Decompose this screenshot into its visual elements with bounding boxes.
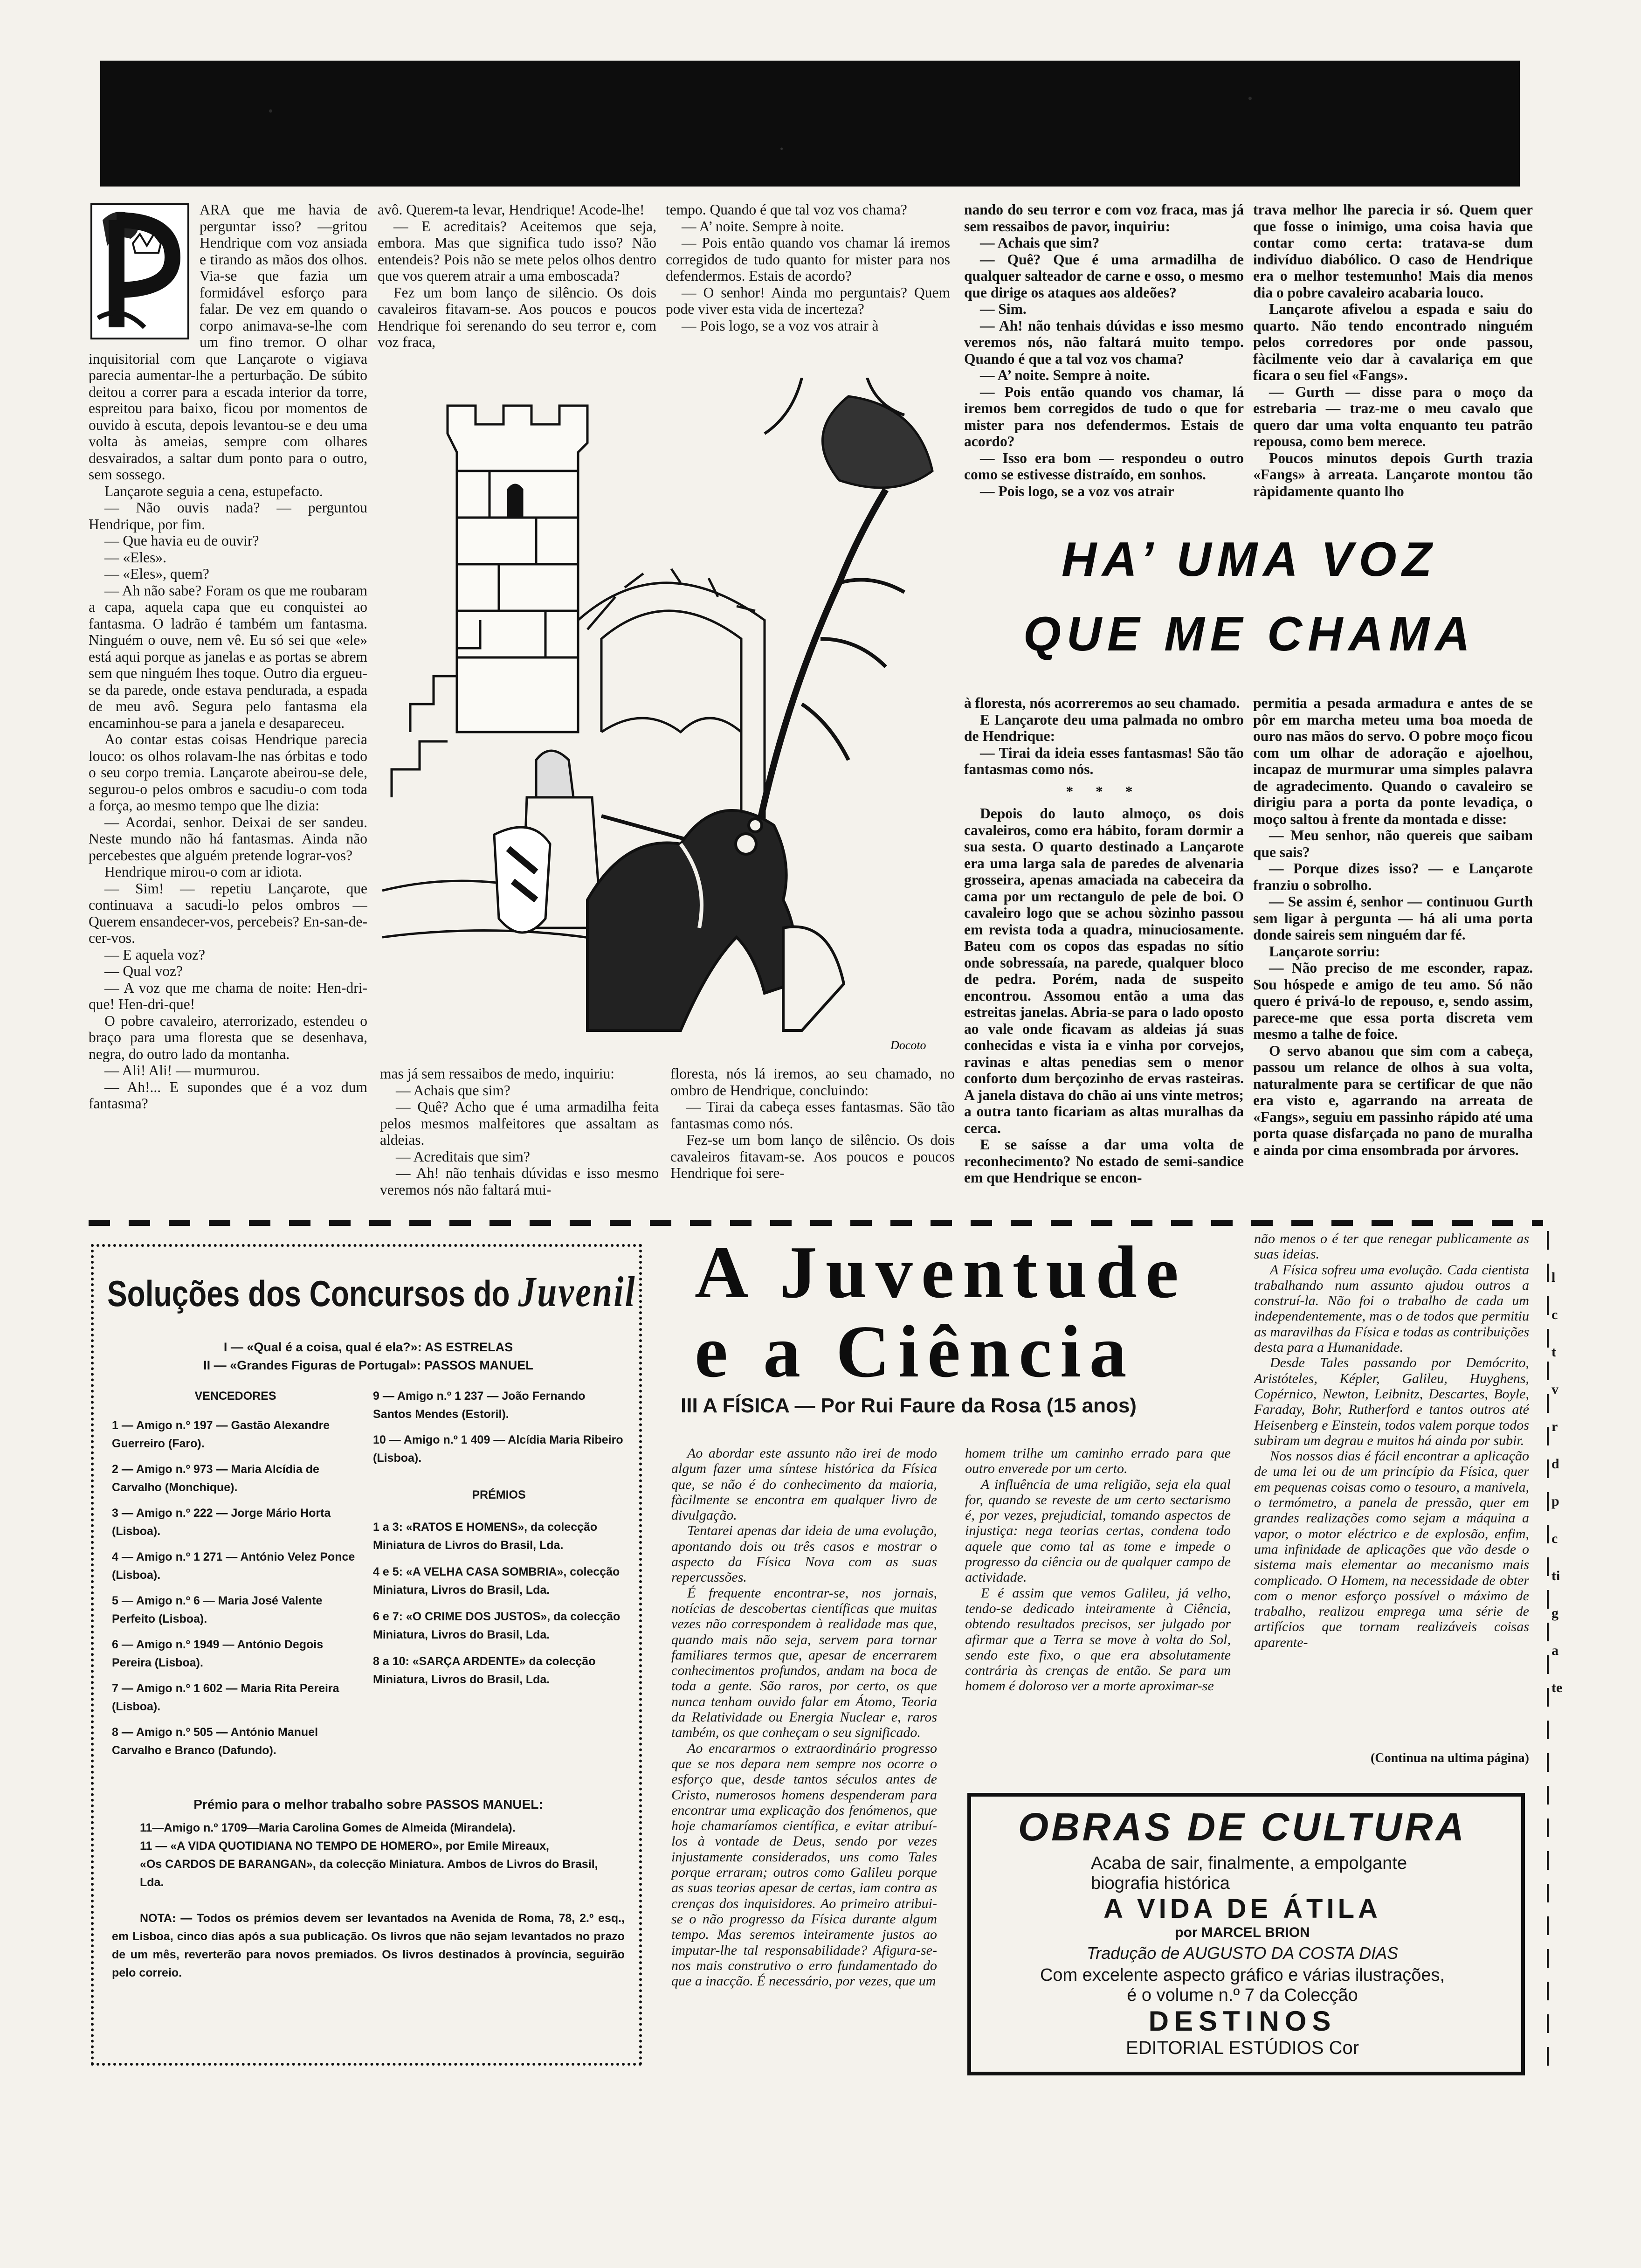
- story-paragraph: O servo abanou que sim com a cabeça, passou um relance de olhos à sua volta, naturalmente para se certificar de que não era visto e, agarrando na arreata de «Fangs», seguiu em passinho rápido até uma porta quase disfarçada no pano de muralha e ainda por cima ensombrada por árvores.: [1253, 1042, 1533, 1158]
- prize-entry: 8 a 10: «SARÇA ARDENTE» da colecção Miniatura, Livros do Brasil, Lda.: [373, 1655, 596, 1686]
- castle-knight-illustration: [382, 378, 956, 1058]
- ciencia-column-2: [965, 1445, 1231, 1786]
- story-column-2-top: [378, 201, 656, 374]
- vencedores-right-column: [373, 1387, 625, 1689]
- story-paragraph: — Se assim é, senhor — continuou Gurth sem ligar à pergunta — há ali uma porta donde saireis sem ninguém dar fé.: [1253, 893, 1533, 943]
- nota: [112, 1909, 625, 1982]
- ciencia-paragraph: Ao encararmos o extraordinário progresso que se nos depara nem sempre nos ocorre o esforço que, desde tantos séculos antes de Cristo, numerosos homens despenderam para encontrar uma explicação dos fenómenos, que hoje chamaríamos científica, e evitar atribuí-los à vontade de Deus, sendo por vezes injustamente considerados, uns como Tales porque erraram; outros como Galileu porque as suas teorias apesar de certas, iam contra as crenças dos inquisidores. Ao primeiro atribui-se o não progresso da Física durante algum tempo. Mas seremos inteiramente justos ao imputar-lhe tal responsabilidade? Afigura-se-nos mais construtivo o erro fundamentado do que a inacção. É necessário, por vezes, que um: [671, 1740, 937, 1989]
- ciencia-subtitle: III A FÍSICA — Por Rui Faure da Rosa (15 anos): [681, 1394, 1137, 1417]
- story-paragraph: nando do seu terror e com voz fraca, mas já sem ressaibos de pavor, inquiriu:: [964, 201, 1244, 235]
- ciencia-column-1: [671, 1445, 937, 2077]
- story-paragraph: — Pois logo, se a voz vos atrair: [980, 483, 1174, 499]
- right-column-rule: [1547, 1231, 1549, 2070]
- publisher-name: EDITORIAL ESTÚDIOS Cor: [1125, 2038, 1359, 2058]
- story-paragraph: — A’ noite. Sempre à noite.: [980, 367, 1150, 383]
- story-paragraph: à floresta, nós acorreremos ao seu chamado.: [964, 695, 1240, 711]
- story-paragraph: ARA que me havia de perguntar isso? —gritou Hendrique com voz ansiada e tirando as mãos dos olhos. Via-se que fazia um formidável esforço para falar. De vez em quando o corpo animava-se-lhe com um fino tremor. O olhar inquisitorial com que Lançarote o vigiava parecia aumentar-lhe a perturbação. De súbito deitou a correr para a escada interior da torre, espreitou para baixo, ficou por momentos de ouvido à escuta, depois levantou-se e deu uma volta às ameias, sempre com olhares desvairados, a saltar dum ponto para o outro, sem sossego.: [89, 201, 367, 483]
- obras-line-1: Acaba de sair, finalmente, a empolgante: [1091, 1853, 1407, 1873]
- ciencia-paragraph: não menos o é ter que renegar publicamente as suas ideias.: [1254, 1231, 1529, 1262]
- book-author: por MARCEL BRION: [1175, 1925, 1310, 1940]
- obras-line-2: biografia histórica: [1091, 1874, 1230, 1893]
- best-work-title: Prémio para o melhor trabalho sobre PASSOS MANUEL:: [193, 1797, 543, 1812]
- story-paragraph: — Acreditais que sim?: [396, 1148, 530, 1165]
- story-paragraph: — Tirai da cabeça esses fantasmas. São tão fantasmas como nós.: [670, 1099, 955, 1132]
- winner-entry: 10 — Amigo n.º 1 409 — Alcídia Maria Ribeiro (Lisboa).: [373, 1433, 623, 1465]
- story-column-5-top: [1253, 201, 1533, 512]
- book-title: A VIDA DE ÁTILA: [1103, 1894, 1381, 1924]
- ciencia-paragraph: É frequente encontrar-se, nos jornais, notícias de descobertas científicas que muitas vezes não correspondem à realidade mas que, quando mais não seja, servem para tornar familiares termos que, apesar de encerrarem conhecimentos profundos, andam na boca de toda a gente. São raros, por certo, os que nunca tenham ouvido falar em Átomo, Teoria da Relatividade ou Energia Nuclear e, raros também, os que conheçam o seu significado.: [671, 1585, 937, 1741]
- story-paragraph: — Quê? Acho que é uma armadilha feita pelos mesmos malfeitores que assaltam as aldeias.: [380, 1099, 659, 1148]
- best-work-entry: «Os CARDOS DE BARANGAN», da colecção Miniatura. Ambos de Livros do Brasil, Lda.: [140, 1858, 598, 1889]
- juvenil-title-text: Juvenil: [518, 1268, 636, 1315]
- story-column-3-top: [666, 201, 950, 374]
- story-column-5-bottom: [1253, 695, 1533, 1215]
- story-paragraph: Lançarote afivelou a espada e saiu do quarto. Não tendo encontrado ninguém pelos corredores por onde passou, fàcilmente veio dar à cavalariça em que ficara o seu fiel «Fangs».: [1253, 301, 1533, 383]
- story-paragraph: Hendrique mirou-o com ar idiota.: [104, 864, 303, 880]
- story-paragraph: — Pois logo, se a voz vos atrair à: [682, 317, 879, 334]
- ciencia-paragraph: homem trilhe um caminho errado para que outro enverede por um certo.: [965, 1445, 1231, 1477]
- story-paragraph: — A voz que me chama de noite: Hen-dri-que! Hen-dri-que!: [89, 979, 367, 1012]
- story-column-4-top: [964, 201, 1244, 512]
- story-paragraph: — «Eles».: [104, 549, 166, 566]
- premios-title: PRÉMIOS: [472, 1488, 526, 1501]
- story-paragraph: — Sim! — repetiu Lançarote, que continuava a sacudi-lo pelos ombros — Querem ensandecer-vos, percebeis? En-san-de-cer-vos.: [89, 880, 367, 946]
- ciencia-paragraph: A influência de uma religião, seja ela qual for, quando se reveste de um certo sectarismo é, por vezes, prejudicial, tomando aspectos de injustiça: nega teorias certas, condena todo aquele que como tal as tome e impede o progresso da ciência ou de qualquer campo de actividade.: [965, 1476, 1231, 1585]
- ciencia-column-3: [1254, 1231, 1529, 1753]
- prize-entry: 6 e 7: «O CRIME DOS JUSTOS», da colecção Miniatura, Livros do Brasil, Lda.: [373, 1610, 621, 1641]
- story-paragraph: E se saísse a dar uma volta de reconhecimento? No estado de semi-sandice em que Hendrique se encon-: [964, 1136, 1244, 1186]
- story-paragraph: Ao contar estas coisas Hendrique parecia louco: os olhos rolavam-lhe nas órbitas e todo o seu corpo tremia. Lançarote abeirou-se dele, segurou-o pelos ombros e sacudiu-o com toda a força, ao mesmo tempo que lhe dizia:: [89, 731, 367, 814]
- collection-name: DESTINOS: [1148, 2005, 1337, 2037]
- story-paragraph: Depois do lauto almoço, os dois cavaleiros, como era hábito, foram dormir a sua sesta. O quarto destinado a Lançarote era uma larga sala de paredes de alvenaria grosseira, apenas amaciada na cabeceira da cama por um rectangulo de pele de boi. O cavaleiro logo que se achou sòzinho passou em revista toda a quadra, minuciosamente. Bateu com os copos das espadas no sítio onde sobressaía, na parede, qualquer bloco de pedra. Porém, nada de suspeito encontrou. Assomou então a uma das estreitas janelas. Abria-se para o lado oposto ao vale onde ficavam as aldeias já suas conhecidas e vista ia e vinha por corvejos, ravinas e altas penedias sem o menor conforto dum berçozinho de ervas rasteiras. A janela distava do chão ai uns vinte metros; a outra tanto ficariam as altas muralhas da cerca.: [964, 805, 1244, 1136]
- story-headline-line-1: HA’ UMA VOZ: [1061, 532, 1438, 587]
- ciencia-paragraph: Ao abordar este assunto não irei de modo algum fazer uma síntese histórica da Física que, se não é do conhecimento da maioria, fàcilmente se encontra em qualquer livro de divulgação.: [671, 1445, 937, 1523]
- story-paragraph: Fez-se um bom lanço de silêncio. Os dois cavaleiros fitavam-se. Aos poucos e poucos Hendrique foi sere-: [670, 1132, 955, 1181]
- ciencia-paragraph: Nos nossos dias é fácil encontrar a aplicação de uma lei ou de um princípio da Física, quer em pequenas coisas como o tesouro, a manivela, o termómetro, a panela de pressão, quer em grandes realizações como sejam a máquina a vapor, o motor eléctrico e de explosão, enfim, uma infinidade de aplicações que vão desde o sistema mais elementar ao mecanismo mais complicado. O Homem, na necessidade de obter com o menor esforço possível o máximo de trabalho, realizou emprega uma série de artifícios que tornam realizáveis coisas aparente-: [1254, 1448, 1529, 1650]
- drop-cap-p-icon: [89, 201, 191, 341]
- winner-entry: 5 — Amigo n.º 6 — Maria José Valente Perfeito (Lisboa).: [112, 1594, 323, 1625]
- story-paragraph: — Ali! Ali! — murmurou.: [104, 1062, 260, 1079]
- section-separator: * * *: [1066, 783, 1142, 800]
- continua-note: (Continua na ultima página): [1371, 1751, 1529, 1765]
- header-banner: [100, 61, 1520, 187]
- story-paragraph: — Ah não sabe? Foram os que me roubaram a capa, aquela capa que eu conquistei ao fantasma. O ladrão é também um fantasma. Ninguém o ouve, nem vê. Eu só sei que «ele» está aqui porque as janelas e as portas se abrem sem que ninguém lhes toque. Outro dia ergueu-se da parede, onde estava pendurada, a espada de meu avô. Segura pelo fantasma ela encaminhou-se para a janela e desapareceu.: [89, 582, 367, 731]
- story-paragraph: — Achais que sim?: [980, 235, 1100, 251]
- story-paragraph: — Qual voz?: [104, 963, 183, 979]
- story-paragraph: — Ah! não tenhais dúvidas e isso mesmo veremos nós, não faltará muito tempo. Quando é que a tal voz vos chama?: [964, 317, 1244, 367]
- solucoes-title-text: Soluções dos Concursos do: [107, 1273, 510, 1314]
- book-description-1: Com excelente aspecto gráfico e várias ilustrações,: [1040, 1965, 1445, 1985]
- winner-entry: 9 — Amigo n.º 1 237 — João Fernando Santos Mendes (Estoril).: [373, 1390, 586, 1421]
- margin-fragment: t: [1551, 1344, 1556, 1360]
- story-paragraph: — Acordai, senhor. Deixai de ser sandeu. Neste mundo não há fantasmas. Ainda não percebestes que alguém pretende lograr-vos?: [89, 814, 367, 864]
- ciencia-title-line-1: A Juventude: [695, 1231, 1187, 1314]
- story-paragraph: — Não ouvis nada? — perguntou Hendrique, por fim.: [89, 499, 367, 532]
- story-paragraph: — Porque dizes isso? — e Lançarote franziu o sobrolho.: [1253, 860, 1533, 893]
- obras-title: OBRAS DE CULTURA: [1018, 1805, 1467, 1849]
- story-paragraph: — Tirai da ideia esses fantasmas! São tão fantasmas como nós.: [964, 744, 1244, 777]
- story-paragraph: — Não preciso de me esconder, rapaz. Sou hóspede e amigo de teu amo. Só não quero é privá-lo de repouso, e, sendo assim, parece-me que essa porta discreta vem mesmo a talhe de foice.: [1253, 960, 1533, 1042]
- story-paragraph: Poucos minutos depois Gurth trazia «Fangs» à arreata. Lançarote montou tão ràpidamente quanto lho: [1253, 449, 1533, 499]
- winner-entry: 7 — Amigo n.º 1 602 — Maria Rita Pereira (Lisboa).: [112, 1682, 339, 1713]
- margin-fragment: p: [1551, 1494, 1559, 1509]
- story-paragraph: — A’ noite. Sempre à noite.: [682, 218, 844, 235]
- margin-fragment: a: [1551, 1643, 1558, 1658]
- story-paragraph: — Que havia eu de ouvir?: [104, 532, 259, 549]
- story-paragraph: — E acreditais? Aceitemos que seja, embora. Mas que significa tudo isso? Não entendeis? Pois não se mete pelos olhos dentro que vos querem atrair a uma emboscada?: [378, 218, 656, 284]
- winner-entry: 8 — Amigo n.º 505 — António Manuel Carvalho e Branco (Dafundo).: [112, 1726, 318, 1757]
- story-paragraph: — Gurth — disse para o moço da estrebaria — traz-me o meu cavalo que quero dar uma volta enquanto teu patrão repousa, como bem merece.: [1253, 383, 1533, 449]
- story-paragraph: Fez um bom lanço de silêncio. Os dois cavaleiros fitavam-se. Aos poucos e poucos Hendrique foi serenando do seu terror e, com voz fraca,: [378, 284, 656, 350]
- story-paragraph: tempo. Quando é que tal voz vos chama?: [666, 201, 907, 218]
- story-paragraph: trava melhor lhe parecia ir só. Quem quer que fosse o inimigo, uma coisa havia que contar como certa: tratava-se dum indivíduo diabólico. O caso de Hendrique era o melhor testemunho! Mais dia menos dia o pobre cavaleiro acabaria louco.: [1253, 201, 1533, 301]
- winner-entry: 2 — Amigo n.º 973 — Maria Alcídia de Carvalho (Monchique).: [112, 1463, 319, 1494]
- winner-entry: 1 — Amigo n.º 197 — Gastão Alexandre Guerreiro (Faro).: [112, 1419, 330, 1450]
- margin-fragment: d: [1551, 1456, 1559, 1472]
- prize-entry: 4 e 5: «A VELHA CASA SOMBRIA», colecção Miniatura, Livros do Brasil, Lda.: [373, 1565, 620, 1597]
- story-column-4-bottom: [964, 695, 1244, 1215]
- story-paragraph: E Lançarote deu uma palmada no ombro de Hendrique:: [964, 711, 1244, 744]
- best-work-entry: 11—Amigo n.º 1709—Maria Carolina Gomes de Almeida (Mirandela).: [140, 1821, 516, 1834]
- story-paragraph: floresta, nós lá iremos, ao seu chamado, no ombro de Hendrique, concluindo:: [670, 1065, 955, 1099]
- margin-fragment: ti: [1551, 1568, 1560, 1583]
- vencedores-title: VENCEDORES: [194, 1390, 276, 1403]
- story-paragraph: — «Eles», quem?: [104, 566, 209, 582]
- story-paragraph: — Achais que sim?: [396, 1082, 510, 1099]
- story-paragraph: Lançarote seguia a cena, estupefacto.: [104, 483, 323, 499]
- margin-fragment: r: [1551, 1419, 1558, 1434]
- question-2: II — «Grandes Figuras de Portugal»: PASSOS MANUEL: [203, 1358, 533, 1372]
- question-1: I — «Qual é a coisa, qual é ela?»: AS ESTRELAS: [223, 1340, 513, 1354]
- book-description-2: é o volume n.º 7 da Colecção: [1127, 1985, 1358, 2005]
- story-paragraph: — Ah!... E supondes que é a voz dum fantasma?: [89, 1079, 367, 1112]
- best-work-entry: 11 — «A VIDA QUOTIDIANA NO TEMPO DE HOMERO», por Emile Mireaux,: [140, 1839, 549, 1853]
- margin-fragment: v: [1551, 1382, 1558, 1397]
- prize-entry: 1 a 3: «RATOS E HOMENS», da colecção Miniatura de Livros do Brasil, Lda.: [373, 1521, 598, 1552]
- story-paragraph: — Pois então quando vos chamar lá iremos corregidos de tudo quanto for mister para nos defendermos. Estais de acordo?: [666, 235, 950, 284]
- ciencia-paragraph: Tentarei apenas dar ideia de uma evolução, apontando dois ou três casos e mostrar o aspecto da Física Nova com as suas repercussões.: [671, 1523, 937, 1585]
- story-paragraph: — Ah! não tenhais dúvidas e isso mesmo veremos nós não faltará mui-: [380, 1165, 659, 1198]
- book-translation: Tradução de AUGUSTO DA COSTA DIAS: [1086, 1943, 1399, 1963]
- nota-label: NOTA:: [140, 1912, 176, 1925]
- ciencia-paragraph: Desde Tales passando por Demócrito, Aristóteles, Képler, Galileu, Huyghens, Copérnico, Newton, Leibnitz, Descartes, Boyle, Faraday, Bohr, Rutherford e tantos outros até Heisenberg e Einstein, todos valem porque todos subiram um degrau e muitos há ainda por subir.: [1254, 1355, 1529, 1448]
- story-paragraph: — E aquela voz?: [104, 946, 206, 963]
- margin-fragment: g: [1551, 1605, 1558, 1621]
- winner-entry: 4 — Amigo n.º 1 271 — António Velez Ponce (Lisboa).: [112, 1550, 355, 1582]
- margin-fragment: c: [1551, 1531, 1558, 1546]
- nota-text: — Todos os prémios devem ser levantados na Avenida de Roma, 78, 2.º esq., em Lisboa, cinco dias após a sua publicação. Os livros que não sejam levantados no prazo de um mês, reverterão para novos premiados. Os livros destinados à província, seguirão pelo correio.: [112, 1912, 625, 1979]
- story-paragraph: — O senhor! Ainda mo perguntais? Quem pode viver esta vida de incerteza?: [666, 284, 950, 317]
- illustration-signature: Docoto: [890, 1038, 926, 1052]
- story-paragraph: — Meu senhor, não quereis que saibam que sais?: [1253, 827, 1533, 860]
- ciencia-title-line-2: e a Ciência: [695, 1310, 1135, 1393]
- ciencia-paragraph: E é assim que vemos Galileu, já velho, tendo-se dedicado inteiramente à Ciência, obtendo resultados precisos, ser julgado por afirmar que a Terra se move à volta do Sol, sendo este fixo, o que era absolutamente contrária às crenças de então. Se para um homem é doloroso ver a morte aproximar-se: [965, 1585, 1231, 1694]
- ciencia-paragraph: A Física sofreu uma evolução. Cada cientista trabalhando num assunto ajudou outros a construí-la. Não foi o trabalho de cada um independentemente, mas o de todos que permitiu as maravilhas da Física e todas as contribuições desta para a Humanidade.: [1254, 1262, 1529, 1355]
- story-paragraph: Lançarote sorriu:: [1269, 943, 1380, 960]
- section-divider: [89, 1220, 1543, 1226]
- solucoes-title: [107, 1268, 636, 1316]
- story-paragraph: avô. Querem-ta levar, Hendrique! Acode-lhe!: [378, 201, 645, 218]
- solucoes-questions: [112, 1338, 625, 1375]
- story-paragraph: O pobre cavaleiro, aterrorizado, estendeu o braço para uma floresta que se desenhava, negra, do outro lado da montanha.: [89, 1012, 367, 1062]
- story-paragraph: — Pois então quando vos chamar, lá iremos bem corregidos de tudo o que for mister para nos defendermos. Estais de acordo?: [964, 383, 1244, 449]
- winner-entry: 3 — Amigo n.º 222 — Jorge Mário Horta (Lisboa).: [112, 1507, 331, 1538]
- story-column-1: [89, 201, 367, 1213]
- margin-fragments: [1551, 1259, 1570, 1707]
- margin-fragment: te: [1551, 1680, 1563, 1695]
- margin-fragment: l: [1551, 1270, 1556, 1285]
- story-paragraph: mas já sem ressaibos de medo, inquiriu:: [380, 1065, 615, 1082]
- story-column-3-bottom: [670, 1065, 955, 1215]
- story-column-2-bottom: [380, 1065, 659, 1215]
- story-paragraph: — Quê? Que é uma armadilha de qualquer salteador de carne e osso, o mesmo que dirige os ataques aos aldeões?: [964, 251, 1244, 301]
- story-headline-line-2: QUE ME CHAMA: [1023, 607, 1476, 661]
- story-paragraph: permitia a pesada armadura e antes de se pôr em marcha meteu uma boa moeda de ouro nas mãos do servo. O pobre moço ficou com um olhar de adoração e ajoelhou, incapaz de murmurar uma simples palavra de agradecimento. Quando o cavaleiro se dirigiu para a porta da ponte levadiça, o moço saltou à frente da montada e disse:: [1253, 695, 1533, 827]
- story-paragraph: — Isso era bom — respondeu o outro como se estivesse distraído, em sonhos.: [964, 449, 1244, 483]
- vencedores-left-column: [112, 1387, 359, 1760]
- best-work-prize: [112, 1795, 625, 1892]
- winner-entry: 6 — Amigo n.º 1949 — António Degois Pereira (Lisboa).: [112, 1638, 324, 1669]
- story-paragraph: — Sim.: [980, 301, 1027, 317]
- margin-fragment: c: [1551, 1307, 1558, 1322]
